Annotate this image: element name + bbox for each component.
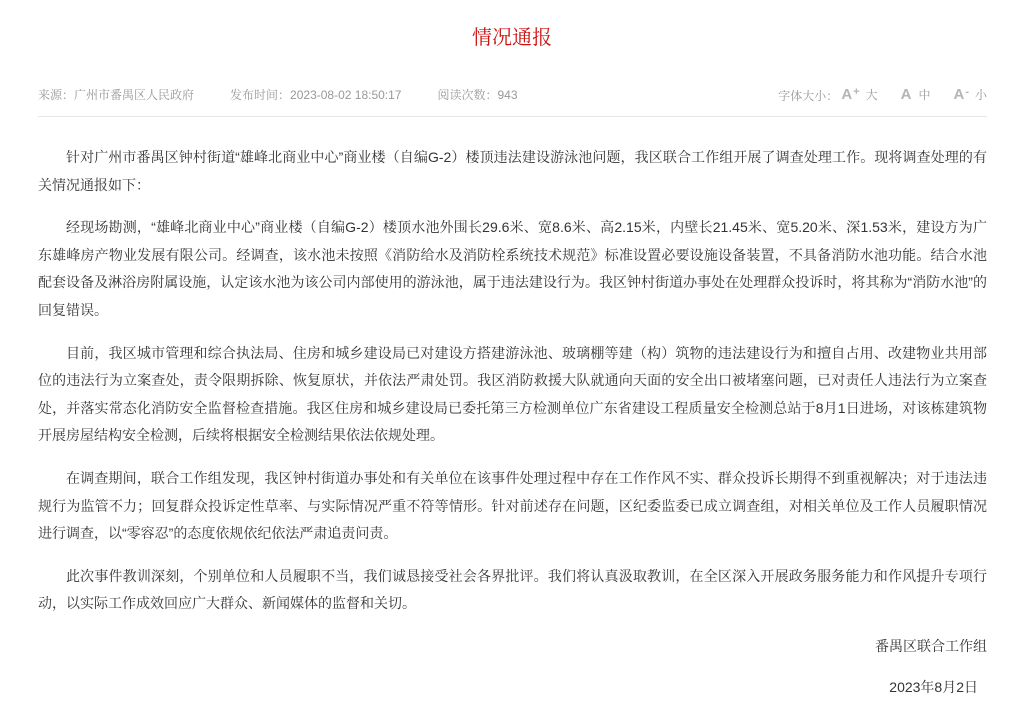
font-size-switcher xyxy=(778,85,987,105)
font-size-label: 字体大小： xyxy=(778,88,839,103)
font-size-large-label: 大 xyxy=(865,88,878,102)
article-body xyxy=(38,144,987,701)
meta-publish-time-value: 2023-08-02 18:50:17 xyxy=(290,88,402,102)
article-paragraph: 在调查期间，联合工作组发现，我区钟村街道办事处和有关单位在该事件处理过程中存在工作作风不实、群众投诉长期得不到重视解决；对于违法违规行为监管不力；回复群众投诉定性草率、与实际情况严重不符等情形。针对前述存在问题，区纪委监委已成立调查组，对相关单位及工作人员履职情况进行调查，以“零容忍”的态度依规依纪依法严肃追责问责。 xyxy=(38,469,987,542)
article-paragraph: 此次事件教训深刻，个别单位和人员履职不当，我们诚恳接受社会各界批评。我们将认真汲取教训，在全区深入开展政务服务能力和作风提升专项行动，以实际工作成效回应广大群众、新闻媒体的监督和关切。 xyxy=(38,567,987,612)
meta-publish-time-label: 发布时间： xyxy=(230,88,291,102)
article-meta-bar xyxy=(38,85,554,105)
meta-publish-time xyxy=(230,85,401,105)
font-default-icon xyxy=(901,87,913,103)
font-size-medium-label: 中 xyxy=(918,88,931,102)
meta-read-count-label: 阅读次数： xyxy=(437,88,498,102)
meta-divider xyxy=(38,116,987,117)
article-paragraph: 经现场勘测，“雄峰北商业中心”商业楼（自编G-2）楼顶水池外围长29.6米、宽8.6米、高2.15米，内壁长21.45米、宽5.20米、深1.53米，建设方为广东雄峰房产物业发展有限公司。经调查，该水池未按照《消防给水及消防栓系统技术规范》标准设置必要设施设备装置，不具备消防水池功能。结合水池配套设备及淋浴房附属设施，认定该水池为该公司内部使用的游泳池，属于违法建设行为。我区钟村街道办事处在处理群众投诉时，将其称为“消防水池”的回复错误。 xyxy=(38,219,987,318)
font-icon-minus-mark: - xyxy=(965,86,969,98)
article-date: 2023年8月2日 xyxy=(889,678,978,695)
meta-source-value: 广州市番禺区人民政府 xyxy=(74,88,195,102)
article-signature: 番禺区联合工作组 xyxy=(875,637,987,654)
font-size-small-label: 小 xyxy=(974,88,987,102)
font-icon-plus-mark: + xyxy=(853,86,860,98)
page-title: 情况通报 xyxy=(472,27,552,49)
font-icon-letter: A xyxy=(953,86,965,103)
font-decrease-icon xyxy=(953,87,969,103)
meta-read-count-value: 943 xyxy=(497,88,518,102)
meta-source-label: 来源： xyxy=(38,88,75,102)
article-paragraph: 针对广州市番禺区钟村街道“雄峰北商业中心”商业楼（自编G-2）楼顶违法建设游泳池问题，我区联合工作组开展了调查处理工作。现将调查处理的有关情况通报如下： xyxy=(38,149,987,193)
font-icon-letter: A xyxy=(900,86,912,103)
font-icon-letter: A xyxy=(841,86,853,103)
meta-read-count xyxy=(437,85,517,105)
font-size-large-button[interactable] xyxy=(841,85,877,105)
font-size-small-button[interactable] xyxy=(953,85,987,105)
meta-source xyxy=(38,85,194,105)
font-size-medium-button[interactable] xyxy=(901,85,931,105)
font-increase-icon xyxy=(841,87,859,103)
article-paragraph: 目前，我区城市管理和综合执法局、住房和城乡建设局已对建设方搭建游泳池、玻璃棚等建（构）筑物的违法建设行为和擅自占用、改建物业共用部位的违法行为立案查处，责令限期拆除、恢复原状，并依法严肃处罚。我区消防救援大队就通向天面的安全出口被堵塞问题，已对责任人违法行为立案查处，并落实常态化消防安全监督检查措施。我区住房和城乡建设局已委托第三方检测单位广东省建设工程质量安全检测总站于8月1日进场，对该栋建筑物开展房屋结构安全检测，后续将根据安全检测结果依法依规处理。 xyxy=(38,344,987,444)
